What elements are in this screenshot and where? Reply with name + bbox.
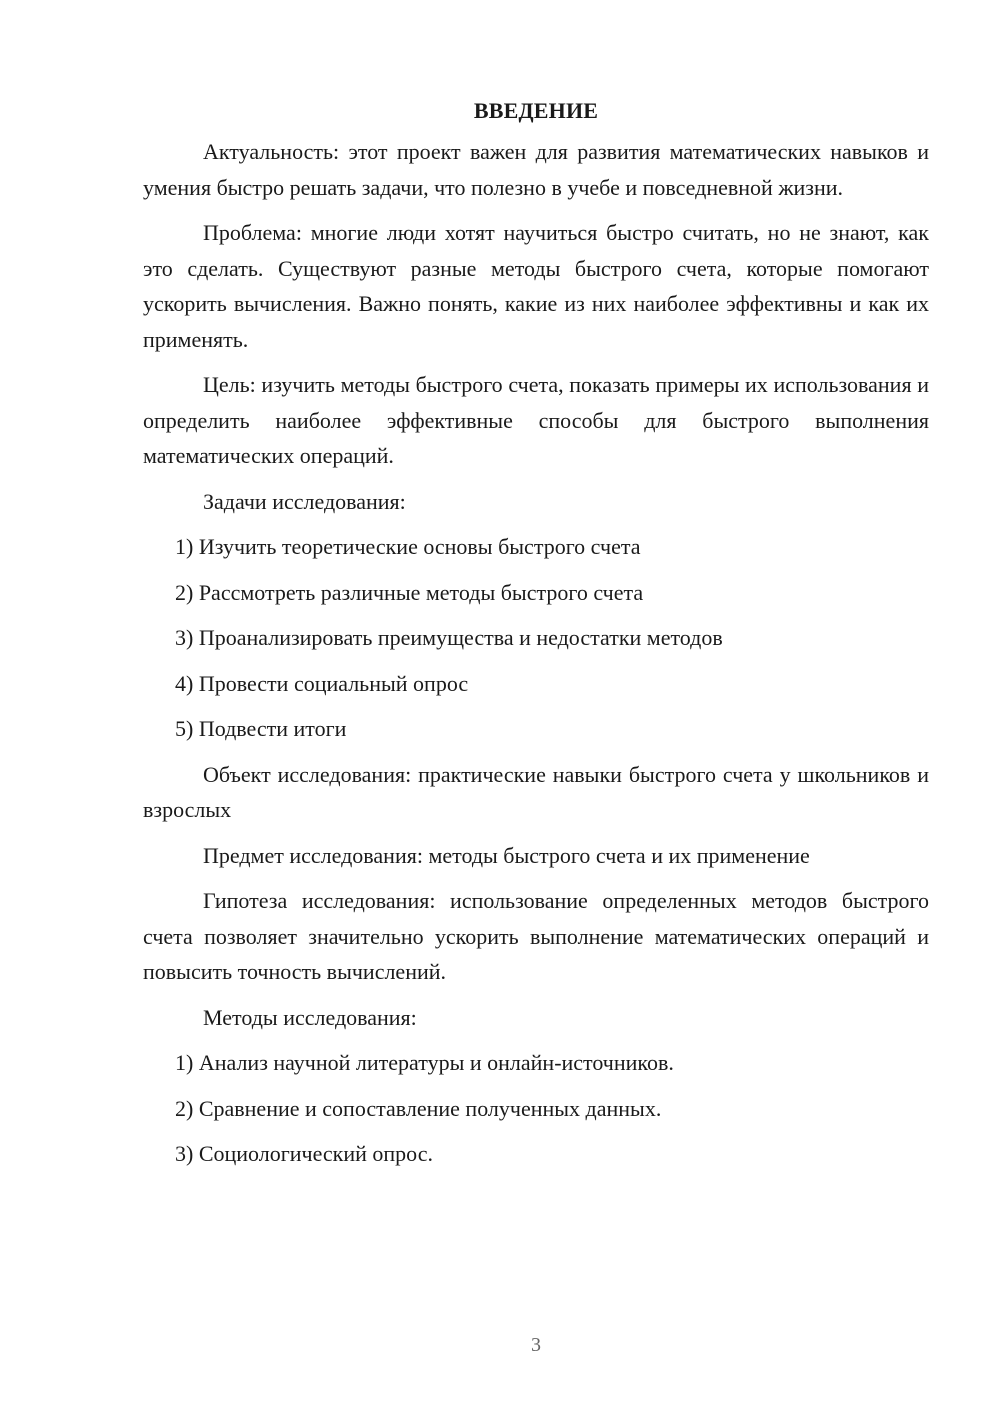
paragraph-relevance: Актуальность: этот проект важен для развития математических навыков и умения быстро решать задачи, что полезно в учебе и повседневной жизни. — [143, 139, 929, 200]
list-item: 2) Сравнение и сопоставление полученных данных. — [175, 1095, 662, 1121]
list-item: 2) Рассмотреть различные методы быстрого счета — [175, 579, 644, 605]
methods-heading: Методы исследования: — [203, 1004, 417, 1030]
paragraph-hypothesis: Гипотеза исследования: использование определенных методов быстрого счета позволяет значительно ускорить выполнение математических операций и повысить точность вычислений. — [143, 888, 929, 984]
methods-list — [143, 1045, 929, 1172]
page-title: ВВЕДЕНИЕ — [473, 98, 599, 123]
paragraph-problem: Проблема: многие люди хотят научиться быстро считать, но не знают, как это сделать. Существуют разные методы быстрого счета, которые помогают ускорить вычисления. Важно понять, какие из них наиболее эффективны и как их применять. — [143, 220, 929, 352]
list-item: 5) Подвести итоги — [175, 716, 347, 741]
page-content — [143, 94, 929, 1182]
page-number: 3 — [531, 1334, 541, 1356]
list-item: 3) Проанализировать преимущества и недостатки методов — [175, 625, 723, 650]
list-item: 4) Провести социальный опрос — [175, 670, 469, 696]
paragraph-object: Объект исследования: практические навыки быстрого счета у школьников и взрослых — [143, 761, 929, 822]
list-item: 1) Изучить теоретические основы быстрого счета — [175, 534, 641, 559]
tasks-list — [143, 529, 929, 747]
list-item: 1) Анализ научной литературы и онлайн-источников. — [175, 1050, 674, 1075]
tasks-heading: Задачи исследования: — [203, 488, 406, 514]
list-item: 3) Социологический опрос. — [175, 1141, 433, 1166]
paragraph-goal: Цель: изучить методы быстрого счета, показать примеры их использования и определить наиболее эффективные способы для быстрого выполнения математических операций. — [143, 372, 929, 468]
paragraph-subject: Предмет исследования: методы быстрого счета и их применение — [203, 842, 810, 868]
